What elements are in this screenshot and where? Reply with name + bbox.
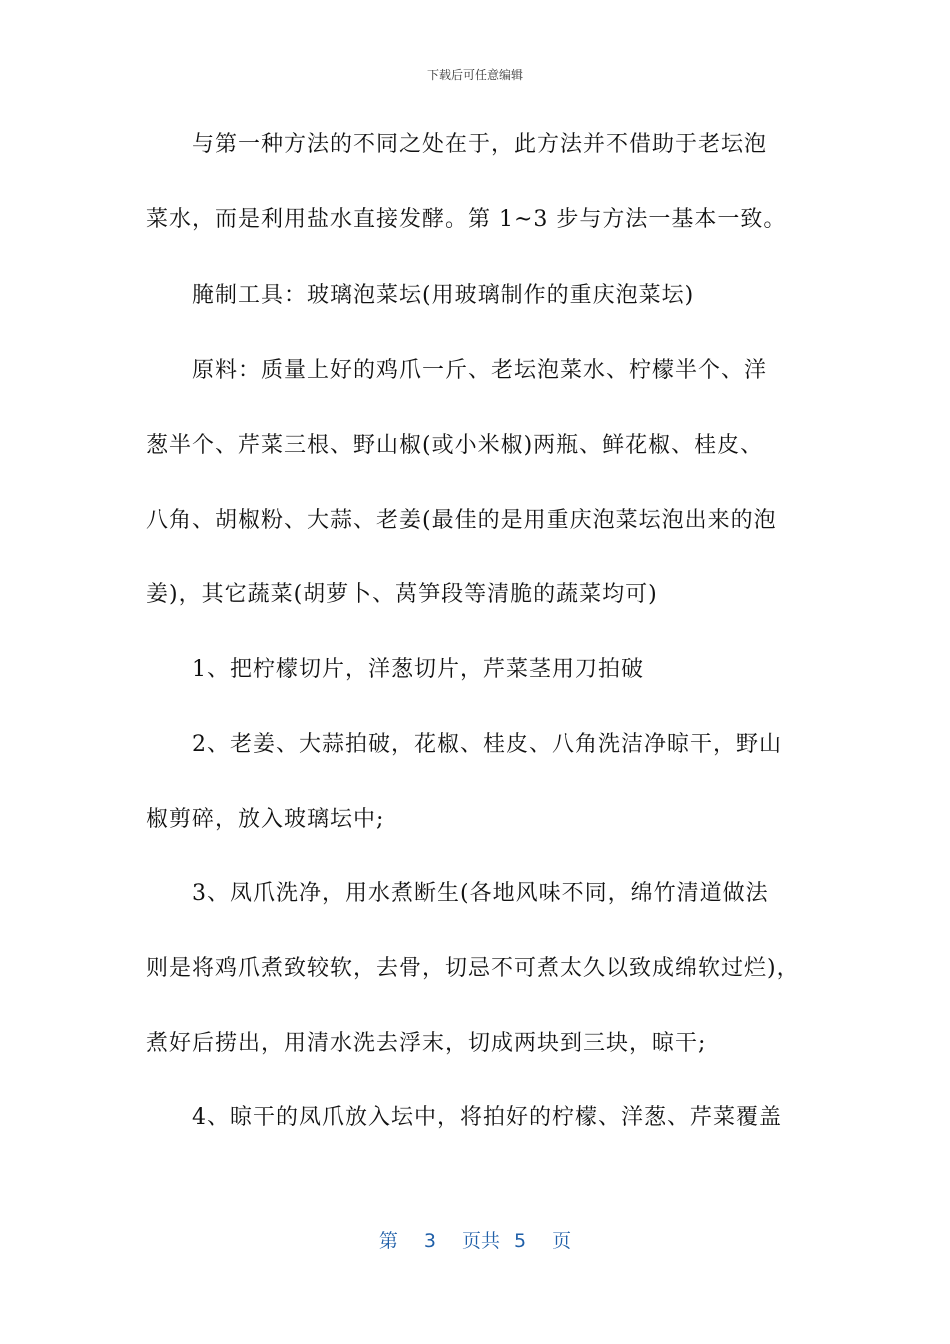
paragraph-line-11: 3、凤爪洗净，用水煮断生(各地风味不同，绵竹清道做法 — [192, 881, 769, 906]
paragraph-line-3: 腌制工具：玻璃泡菜坛(用玻璃制作的重庆泡菜坛) — [192, 283, 695, 308]
paragraph-line-4: 原料：质量上好的鸡爪一斤、老坛泡菜水、柠檬半个、洋 — [192, 358, 768, 383]
paragraph-line-5: 葱半个、芹菜三根、野山椒(或小米椒)两瓶、鲜花椒、桂皮、 — [146, 433, 764, 458]
page-footer — [0, 1226, 950, 1253]
paragraph-line-9: 2、老姜、大蒜拍破，花椒、桂皮、八角洗洁净晾干，野山 — [192, 732, 782, 757]
footer-page-label: 第 — [378, 1230, 398, 1252]
paragraph-line-14: 4、晾干的凤爪放入坛中，将拍好的柠檬、洋葱、芹菜覆盖 — [192, 1105, 782, 1130]
paragraph-line-6: 八角、胡椒粉、大蒜、老姜(最佳的是用重庆泡菜坛泡出来的泡 — [146, 508, 777, 533]
paragraph-line-2: 菜水，而是利用盐水直接发酵。第 1~3 步与方法一基本一致。 — [146, 207, 787, 232]
footer-total-pages: 5 — [514, 1230, 527, 1252]
footer-current-page: 3 — [423, 1230, 436, 1252]
footer-total-label: 页共 — [461, 1230, 500, 1252]
paragraph-line-1: 与第一种方法的不同之处在于，此方法并不借助于老坛泡 — [192, 132, 768, 157]
paragraph-line-10: 椒剪碎，放入玻璃坛中; — [146, 807, 385, 832]
paragraph-line-7: 姜)，其它蔬菜(胡萝卜、莴笋段等清脆的蔬菜均可) — [146, 582, 658, 607]
paragraph-line-13: 煮好后捞出，用清水洗去浮末，切成两块到三块，晾干; — [146, 1031, 707, 1056]
footer-end-label: 页 — [552, 1230, 572, 1252]
page-header: 下载后可任意编辑 — [426, 68, 523, 82]
paragraph-line-12: 则是将鸡爪煮致较软，去骨，切忌不可煮太久以致成绵软过烂)， — [146, 956, 800, 981]
paragraph-line-8: 1、把柠檬切片，洋葱切片，芹菜茎用刀拍破 — [192, 657, 644, 682]
